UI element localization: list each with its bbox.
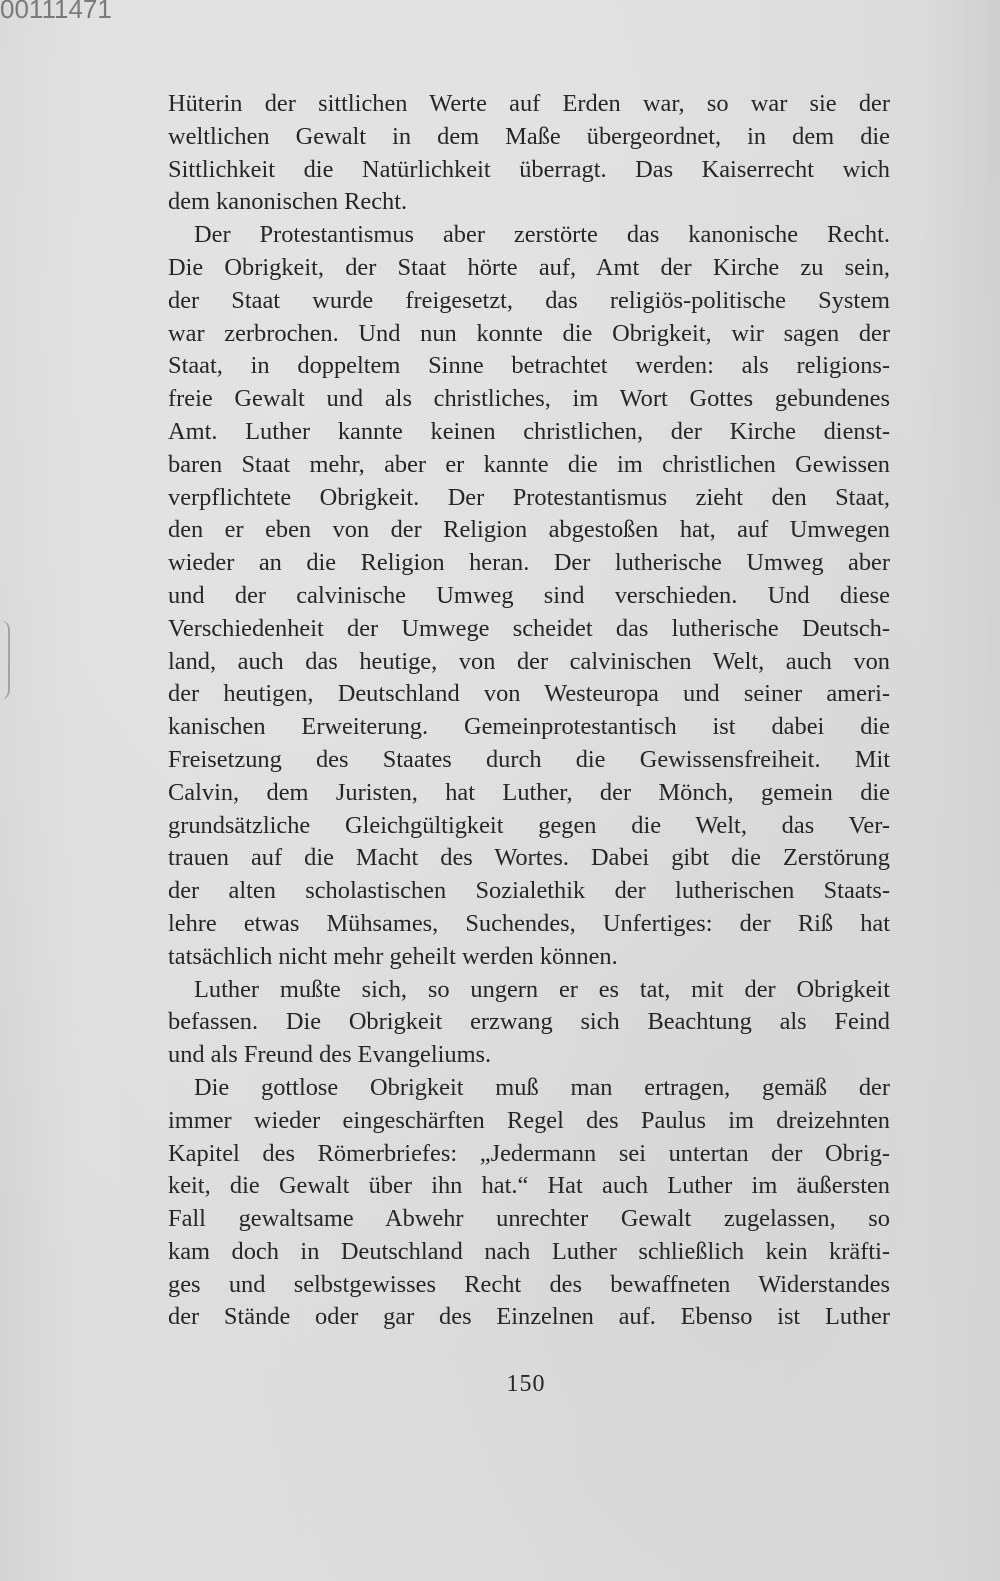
text-line: keit, die Gewalt über ihn hat.“ Hat auch Luther im äußersten [168,1172,890,1200]
text-line: tatsächlich nicht mehr geheilt werden können. [168,942,618,970]
text-line: der alten scholastischen Sozialethik der lutherischen Staats- [168,877,890,905]
paragraph [168,1072,890,1334]
text-line: Verschiedenheit der Umwege scheidet das lutherische Deutsch- [168,614,890,642]
text-line: den er eben von der Religion abgestoßen hat, auf Umwegen [168,516,890,544]
text-line: weltlichen Gewalt in dem Maße übergeordnet, in dem die [168,122,890,150]
page-number: 150 [506,1371,546,1397]
text-line: trauen auf die Macht des Wortes. Dabei gibt die Zerstörung [168,844,890,872]
page-edge-shadow [0,620,10,700]
text-line: dem kanonischen Recht. [168,188,408,216]
text-line: Amt. Luther kannte keinen christlichen, der Kirche dienst- [168,417,890,445]
text-line: Luther mußte sich, so ungern er es tat, mit der Obrigkeit [194,975,890,1003]
text-line: befassen. Die Obrigkeit erzwang sich Beachtung als Feind [168,1008,890,1036]
text-line: ges und selbstgewisses Recht des bewaffneten Widerstandes [168,1270,890,1298]
text-line: Die Obrigkeit, der Staat hörte auf, Amt der Kirche zu sein, [168,253,890,281]
text-line: Freisetzung des Staates durch die Gewissensfreiheit. Mit [168,745,890,773]
text-line: Die gottlose Obrigkeit muß man ertragen, gemäß der [194,1073,890,1101]
text-line: der Staat wurde freigesetzt, das religiös-politische System [168,286,890,314]
text-line: land, auch das heutige, von der calvinischen Welt, auch von [168,647,890,675]
text-line: immer wieder eingeschärften Regel des Paulus im dreizehnten [168,1106,890,1134]
text-line: und als Freund des Evangeliums. [168,1041,492,1069]
paragraph [168,219,890,973]
text-line: Der Protestantismus aber zerstörte das kanonische Recht. [194,221,890,249]
text-line: freie Gewalt und als christliches, im Wort Gottes gebundenes [168,385,890,413]
text-line: verpflichtete Obrigkeit. Der Protestantismus zieht den Staat, [168,483,890,511]
text-line: kanischen Erweiterung. Gemeinprotestantisch ist dabei die [168,713,890,741]
archive-id-stamp: 00111471 [0,0,112,24]
text-line: der heutigen, Deutschland von Westeuropa und seiner ameri- [168,680,890,708]
text-line: Hüterin der sittlichen Werte auf Erden war, so war sie der [168,90,890,117]
text-line: baren Staat mehr, aber er kannte die im christlichen Gewissen [168,450,890,478]
text-line: Staat, in doppeltem Sinne betrachtet werden: als religions- [168,352,890,380]
paragraph [168,974,890,1072]
text-line: kam doch in Deutschland nach Luther schließlich kein kräfti- [168,1237,890,1265]
text-line: grundsätzliche Gleichgültigkeit gegen die Welt, das Ver- [168,811,890,839]
paragraph [168,88,890,219]
body-text [168,88,890,1334]
text-line: Fall gewaltsame Abwehr unrechter Gewalt zugelassen, so [168,1205,890,1233]
text-line: der Stände oder gar des Einzelnen auf. Ebenso ist Luther [168,1303,890,1331]
text-line: wieder an die Religion heran. Der lutherische Umweg aber [168,549,890,577]
text-line: war zerbrochen. Und nun konnte die Obrigkeit, wir sagen der [168,319,890,347]
text-line: und der calvinische Umweg sind verschieden. Und diese [168,581,890,609]
text-line: lehre etwas Mühsames, Suchendes, Unfertiges: der Riß hat [168,909,890,937]
text-line: Sittlichkeit die Natürlichkeit überragt. Das Kaiserrecht wich [168,155,890,183]
text-line: Calvin, dem Juristen, hat Luther, der Mönch, gemein die [168,778,890,806]
text-line: Kapitel des Römerbriefes: „Jedermann sei untertan der Obrig- [168,1139,890,1167]
